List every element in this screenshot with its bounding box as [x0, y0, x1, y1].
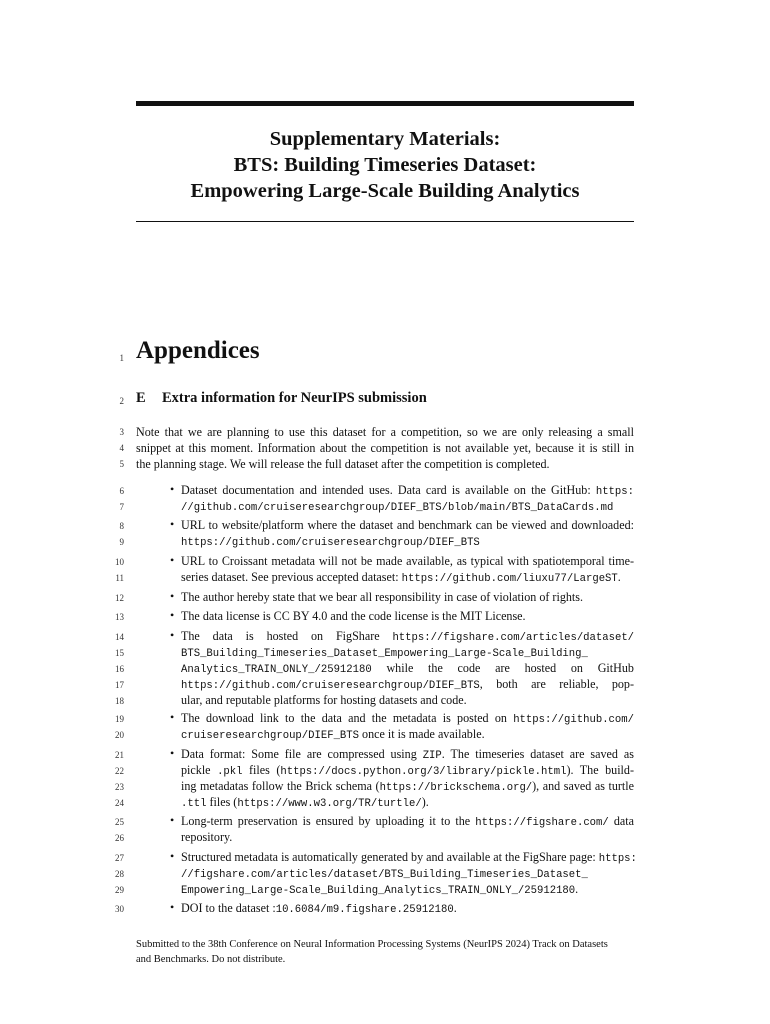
bullet-marker: • [170, 746, 175, 760]
line-number: 4 [119, 443, 124, 453]
appendices-heading: Appendices [136, 337, 260, 364]
figshare-metadata-link[interactable]: Empowering_Large-Scale_Building_Analytics_TRAIN_ONLY_/25912180 [181, 885, 576, 897]
list-item-line: The author hereby state that we bear all responsibility in case of violation of rights. [181, 590, 583, 604]
item-word: reliable, [559, 677, 599, 691]
item-word: FigShare [335, 629, 380, 643]
item-text: Data format: Some file are compressed using [181, 747, 423, 761]
list-item-line: URL to website/platform where the dataset and benchmark can be viewed and downloaded: [181, 518, 634, 532]
line-number: 7 [119, 502, 124, 512]
item-text: ). The build- [566, 763, 634, 777]
intro-line: the planning stage. We will release the full dataset after the competition is completed. [136, 457, 550, 471]
list-item-line [181, 498, 613, 516]
line-number: 2 [119, 396, 124, 406]
item-word: The [181, 629, 200, 643]
list-item-line: URL to Croissant metadata will not be made available, as typical with spatiotemporal time- [181, 554, 634, 568]
list-item-line: ular, and reputable platforms for hosting datasets and code. [181, 693, 467, 707]
line-number: 25 [115, 817, 124, 827]
line-number: 10 [115, 557, 124, 567]
title-line-1: Supplementary Materials: [269, 128, 501, 150]
item-word: code [457, 661, 481, 675]
bullet-marker: • [170, 517, 175, 531]
inline-code: ZIP [422, 750, 442, 762]
bullet-marker: • [170, 628, 175, 642]
bullet-marker: • [170, 482, 175, 496]
line-number: 14 [115, 632, 124, 642]
section-heading [136, 390, 427, 407]
line-number: 18 [115, 696, 124, 706]
bullet-marker: • [170, 608, 175, 622]
figshare-link[interactable]: BTS_Building_Timeseries_Dataset_Empowering_Large-Scale_Building_ [181, 648, 588, 660]
figshare-metadata-link[interactable]: //figshare.com/articles/dataset/BTS_Building_Timeseries_Dataset_ [181, 869, 588, 881]
line-number: 1 [119, 353, 124, 363]
item-text: files ( [242, 763, 281, 777]
figshare-link[interactable]: Analytics_TRAIN_ONLY_/25912180 [181, 664, 372, 676]
list-item-line [181, 794, 429, 812]
inline-code: .pkl [217, 766, 243, 778]
item-text: series dataset. See previous accepted dataset: [181, 570, 402, 584]
item-text: data [608, 814, 634, 828]
line-number: 16 [115, 664, 124, 674]
item-word: is [245, 629, 254, 643]
line-number: 30 [115, 904, 124, 914]
line-number: 5 [119, 459, 124, 469]
item-word: , [479, 677, 483, 691]
line-number: 20 [115, 730, 124, 740]
list-item-line [181, 726, 485, 744]
title-line-2: BTS: Building Timeseries Dataset: [233, 154, 537, 176]
bullet-marker: • [170, 813, 175, 827]
line-number: 21 [115, 750, 124, 760]
line-number: 19 [115, 714, 124, 724]
item-text: Structured metadata is automatically generated by and available at the FigShare page: [181, 850, 599, 864]
line-number: 24 [115, 798, 124, 808]
item-word: are [531, 677, 546, 691]
item-word: data [212, 629, 233, 643]
list-item-line [181, 813, 634, 831]
item-word: GitHub [597, 661, 634, 675]
line-number: 6 [119, 486, 124, 496]
item-text: Long-term preservation is ensured by uploading it to the [181, 814, 476, 828]
largest-dataset-link[interactable]: https://github.com/liuxu77/LargeST [401, 573, 618, 585]
item-text: . The timeseries dataset are saved as [441, 747, 634, 761]
item-text: The download link to the data and the metadata is posted on [181, 711, 514, 725]
bullet-marker: • [170, 849, 175, 863]
line-number: 23 [115, 782, 124, 792]
w3-turtle-link[interactable]: https://www.w3.org/TR/turtle/ [237, 798, 422, 810]
item-text: . [453, 901, 457, 915]
brick-schema-link[interactable]: https://brickschema.org/ [379, 782, 533, 794]
section-number: E [136, 390, 146, 406]
list-item-line [181, 569, 621, 587]
list-item-line: The data license is CC BY 4.0 and the code license is the MIT License. [181, 609, 526, 623]
footer-line: Submitted to the 38th Conference on Neural Information Processing Systems (NeurIPS 2024) Track on Datasets [136, 939, 608, 950]
bullet-marker: • [170, 589, 175, 603]
item-text: ing metadatas follow the Brick schema ( [181, 779, 380, 793]
inline-code: .ttl [181, 798, 207, 810]
line-number: 27 [115, 853, 124, 863]
line-number: 9 [119, 537, 124, 547]
line-number: 26 [115, 833, 124, 843]
line-number: 3 [119, 427, 124, 437]
item-word: while [386, 661, 414, 675]
item-word: the [428, 661, 443, 675]
line-number: 29 [115, 885, 124, 895]
line-number: 12 [115, 593, 124, 603]
github-download-link[interactable]: cruiseresearchgroup/DIEF_BTS [181, 730, 360, 742]
bullet-marker: • [170, 710, 175, 724]
title-line-3: Empowering Large-Scale Building Analytics [190, 180, 580, 202]
title-bottom-rule [136, 221, 634, 222]
line-number: 15 [115, 648, 124, 658]
figshare-link[interactable]: https://figshare.com/articles/dataset/ [392, 632, 635, 644]
item-text: ), and saved as turtle [532, 779, 634, 793]
item-text: once it is made available. [359, 727, 485, 741]
dataset-card-link[interactable]: //github.com/cruiseresearchgroup/DIEF_BTS/blob/main/BTS_DataCards.md [181, 502, 614, 514]
python-pickle-link[interactable]: https://docs.python.org/3/library/pickle.html [280, 766, 567, 778]
github-repo-link[interactable]: https://github.com/cruiseresearchgroup/DIEF_BTS [181, 537, 480, 549]
item-text: pickle [181, 763, 218, 777]
item-word: pop- [611, 677, 634, 691]
dataset-card-link[interactable]: https: [595, 486, 634, 498]
item-word: on [570, 661, 583, 675]
bullet-marker: • [170, 553, 175, 567]
list-item-line [181, 881, 578, 899]
bullet-marker: • [170, 900, 175, 914]
list-item-line [181, 533, 480, 551]
line-number: 22 [115, 766, 124, 776]
item-text: . [617, 570, 621, 584]
title-top-rule [136, 101, 634, 106]
figshare-link[interactable]: https://figshare.com/ [475, 817, 609, 829]
paper-title [136, 126, 634, 204]
intro-line: snippet at this moment. Information about the competition is not available yet, because it is still in [136, 441, 634, 455]
intro-line: Note that we are planning to use this dataset for a competition, so we are only releasing a small [136, 425, 634, 439]
item-word: are [495, 661, 510, 675]
figshare-metadata-link[interactable]: https: [598, 853, 637, 865]
item-text: ). [421, 795, 429, 809]
item-word: hosted [524, 661, 557, 675]
item-text: Dataset documentation and intended uses. Data card is available on the GitHub: [181, 483, 596, 497]
line-number: 8 [119, 521, 124, 531]
list-item-line [181, 900, 457, 918]
footer-line: and Benchmarks. Do not distribute. [136, 954, 286, 965]
doi-link[interactable]: 10.6084/m9.figshare.25912180 [275, 904, 454, 916]
item-word: hosted [266, 629, 299, 643]
line-number: 17 [115, 680, 124, 690]
item-word: on [311, 629, 324, 643]
line-number: 11 [115, 573, 124, 583]
line-number: 28 [115, 869, 124, 879]
github-repo-link[interactable]: https://github.com/cruiseresearchgroup/DIEF_BTS [181, 680, 480, 692]
item-text: files ( [206, 795, 238, 809]
github-download-link[interactable]: https://github.com/ [513, 714, 634, 726]
section-title: Extra information for NeurIPS submission [162, 390, 427, 406]
line-number: 13 [115, 612, 124, 622]
submission-footer [136, 937, 634, 967]
item-word: both [496, 677, 518, 691]
item-text: DOI to the dataset : [181, 901, 276, 915]
item-text: . [575, 882, 579, 896]
list-item-line: repository. [181, 830, 233, 844]
